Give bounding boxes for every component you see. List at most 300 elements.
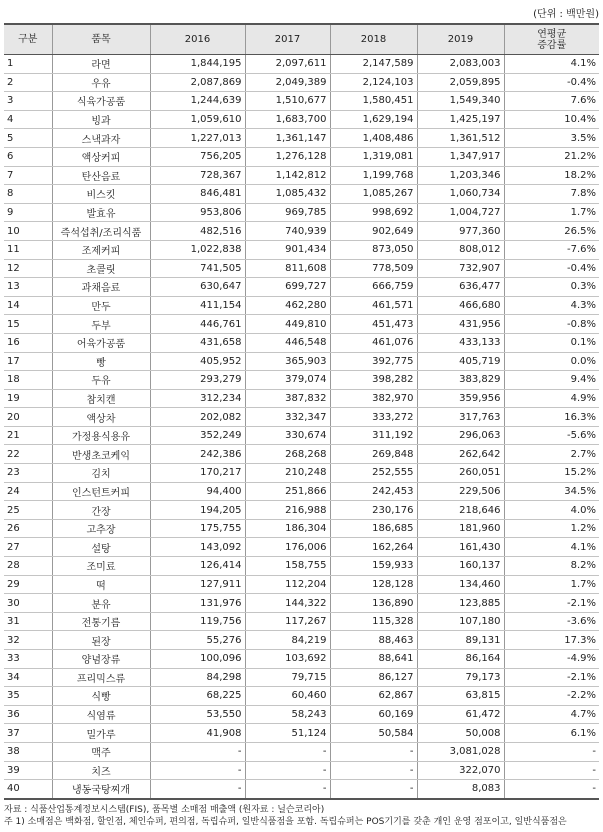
- cell-2016: 953,806: [150, 203, 245, 222]
- table-row: [4, 185, 599, 204]
- cell-growth-rate: 4.7%: [504, 705, 599, 724]
- cell-number: 22: [4, 445, 52, 464]
- cell-growth-rate: 0.0%: [504, 352, 599, 371]
- cell-2018: 115,328: [330, 612, 417, 631]
- source-note: 자료 : 식품산업통계정보시스템(FIS), 품목별 소매점 매출액 (원자료 : 닐슨코리아): [4, 805, 325, 815]
- cell-2017: 740,939: [245, 222, 330, 241]
- cell-growth-rate: -: [504, 780, 599, 799]
- table-row: [4, 426, 599, 445]
- cell-2018: -: [330, 742, 417, 761]
- cell-2018: 162,264: [330, 538, 417, 557]
- table-row: [4, 296, 599, 315]
- header-2019: 2019: [417, 24, 504, 55]
- cell-2017: 1,361,147: [245, 129, 330, 148]
- table-body: [4, 55, 599, 799]
- cell-2016: 446,761: [150, 315, 245, 334]
- cell-2016: 630,647: [150, 278, 245, 297]
- cell-2017: 811,608: [245, 259, 330, 278]
- table-row: [4, 631, 599, 650]
- table-row: [4, 594, 599, 613]
- header-annual-growth: 연평균 증감률: [504, 24, 599, 55]
- cell-growth-rate: 17.3%: [504, 631, 599, 650]
- cell-number: 21: [4, 426, 52, 445]
- cell-2016: 170,217: [150, 464, 245, 483]
- cell-growth-rate: 4.3%: [504, 296, 599, 315]
- cell-2018: 461,076: [330, 333, 417, 352]
- cell-2016: -: [150, 742, 245, 761]
- cell-2019: 383,829: [417, 371, 504, 390]
- cell-2019: 123,885: [417, 594, 504, 613]
- cell-number: 3: [4, 92, 52, 111]
- cell-growth-rate: 0.1%: [504, 333, 599, 352]
- cell-2019: 260,051: [417, 464, 504, 483]
- cell-2017: 251,866: [245, 482, 330, 501]
- cell-item: 인스턴트커피: [52, 482, 150, 501]
- cell-2019: 161,430: [417, 538, 504, 557]
- cell-item: 빙과: [52, 110, 150, 129]
- cell-2017: 1,683,700: [245, 110, 330, 129]
- cell-2017: 2,049,389: [245, 73, 330, 92]
- cell-2017: 1,085,432: [245, 185, 330, 204]
- table-row: [4, 687, 599, 706]
- cell-2016: 242,386: [150, 445, 245, 464]
- cell-2018: 88,463: [330, 631, 417, 650]
- table-row: [4, 780, 599, 799]
- cell-item: 조미료: [52, 557, 150, 576]
- cell-2016: 41,908: [150, 724, 245, 743]
- cell-number: 33: [4, 650, 52, 669]
- cell-number: 30: [4, 594, 52, 613]
- cell-2018: 1,199,768: [330, 166, 417, 185]
- cell-growth-rate: 7.6%: [504, 92, 599, 111]
- cell-2019: 466,680: [417, 296, 504, 315]
- cell-item: 치즈: [52, 761, 150, 780]
- cell-2017: 446,548: [245, 333, 330, 352]
- cell-growth-rate: 26.5%: [504, 222, 599, 241]
- cell-growth-rate: 1.7%: [504, 203, 599, 222]
- table-row: [4, 482, 599, 501]
- cell-number: 19: [4, 389, 52, 408]
- cell-2018: 86,127: [330, 668, 417, 687]
- cell-growth-rate: 8.2%: [504, 557, 599, 576]
- cell-2018: 62,867: [330, 687, 417, 706]
- cell-item: 된장: [52, 631, 150, 650]
- cell-number: 9: [4, 203, 52, 222]
- cell-2018: 88,641: [330, 650, 417, 669]
- cell-2016: 431,658: [150, 333, 245, 352]
- cell-item: 식육가공품: [52, 92, 150, 111]
- cell-2018: 461,571: [330, 296, 417, 315]
- cell-growth-rate: 0.3%: [504, 278, 599, 297]
- cell-2017: 449,810: [245, 315, 330, 334]
- cell-number: 14: [4, 296, 52, 315]
- cell-2017: 1,142,812: [245, 166, 330, 185]
- cell-number: 11: [4, 240, 52, 259]
- cell-2016: 126,414: [150, 557, 245, 576]
- cell-2018: 1,580,451: [330, 92, 417, 111]
- table-row: [4, 129, 599, 148]
- cell-growth-rate: 7.8%: [504, 185, 599, 204]
- cell-growth-rate: -3.6%: [504, 612, 599, 631]
- cell-growth-rate: 15.2%: [504, 464, 599, 483]
- cell-growth-rate: -: [504, 742, 599, 761]
- cell-number: 5: [4, 129, 52, 148]
- cell-item: 식빵: [52, 687, 150, 706]
- cell-2016: 127,911: [150, 575, 245, 594]
- cell-growth-rate: -0.8%: [504, 315, 599, 334]
- cell-2019: 86,164: [417, 650, 504, 669]
- cell-2019: 2,083,003: [417, 55, 504, 74]
- cell-2017: 144,322: [245, 594, 330, 613]
- cell-2018: 311,192: [330, 426, 417, 445]
- cell-item: 간장: [52, 501, 150, 520]
- cell-item: 즉석섭취/조리식품: [52, 222, 150, 241]
- cell-2016: 482,516: [150, 222, 245, 241]
- cell-2017: 60,460: [245, 687, 330, 706]
- cell-number: 15: [4, 315, 52, 334]
- cell-2016: 1,022,838: [150, 240, 245, 259]
- header-item: 품목: [52, 24, 150, 55]
- cell-2019: 405,719: [417, 352, 504, 371]
- cell-growth-rate: -7.6%: [504, 240, 599, 259]
- cell-2016: 53,550: [150, 705, 245, 724]
- cell-number: 38: [4, 742, 52, 761]
- cell-2016: 312,234: [150, 389, 245, 408]
- cell-item: 두유: [52, 371, 150, 390]
- cell-item: 전통기름: [52, 612, 150, 631]
- cell-2018: 230,176: [330, 501, 417, 520]
- cell-2016: -: [150, 780, 245, 799]
- cell-item: 분유: [52, 594, 150, 613]
- table-row: [4, 650, 599, 669]
- cell-2016: 756,205: [150, 147, 245, 166]
- cell-2019: 317,763: [417, 408, 504, 427]
- cell-item: 양념장류: [52, 650, 150, 669]
- cell-2019: 296,063: [417, 426, 504, 445]
- cell-2018: 242,453: [330, 482, 417, 501]
- cell-item: 밀가루: [52, 724, 150, 743]
- cell-2018: 1,408,486: [330, 129, 417, 148]
- cell-item: 프리믹스류: [52, 668, 150, 687]
- cell-2019: 79,173: [417, 668, 504, 687]
- cell-2018: 778,509: [330, 259, 417, 278]
- cell-growth-rate: -0.4%: [504, 259, 599, 278]
- cell-2018: 252,555: [330, 464, 417, 483]
- header-category: 구분: [4, 24, 52, 55]
- table-row: [4, 352, 599, 371]
- cell-number: 28: [4, 557, 52, 576]
- table-row: [4, 389, 599, 408]
- cell-number: 2: [4, 73, 52, 92]
- cell-2019: 63,815: [417, 687, 504, 706]
- cell-item: 스낵과자: [52, 129, 150, 148]
- cell-number: 25: [4, 501, 52, 520]
- cell-growth-rate: 18.2%: [504, 166, 599, 185]
- cell-number: 29: [4, 575, 52, 594]
- cell-item: 참치캔: [52, 389, 150, 408]
- cell-item: 액상커피: [52, 147, 150, 166]
- cell-number: 4: [4, 110, 52, 129]
- cell-number: 31: [4, 612, 52, 631]
- table-row: [4, 445, 599, 464]
- cell-item: 맥주: [52, 742, 150, 761]
- cell-growth-rate: 21.2%: [504, 147, 599, 166]
- cell-2018: 269,848: [330, 445, 417, 464]
- cell-2019: 636,477: [417, 278, 504, 297]
- table-row: [4, 742, 599, 761]
- cell-item: 반생초코케익: [52, 445, 150, 464]
- cell-2017: 969,785: [245, 203, 330, 222]
- cell-2019: 160,137: [417, 557, 504, 576]
- cell-number: 39: [4, 761, 52, 780]
- cell-number: 7: [4, 166, 52, 185]
- cell-growth-rate: 34.5%: [504, 482, 599, 501]
- cell-2017: 2,097,611: [245, 55, 330, 74]
- cell-2017: -: [245, 780, 330, 799]
- cell-growth-rate: -: [504, 761, 599, 780]
- table-row: [4, 371, 599, 390]
- cell-growth-rate: 3.5%: [504, 129, 599, 148]
- cell-2017: 112,204: [245, 575, 330, 594]
- cell-2019: 1,425,197: [417, 110, 504, 129]
- cell-2016: 411,154: [150, 296, 245, 315]
- cell-growth-rate: 2.7%: [504, 445, 599, 464]
- cell-2017: 901,434: [245, 240, 330, 259]
- cell-2017: -: [245, 742, 330, 761]
- cell-2019: 3,081,028: [417, 742, 504, 761]
- cell-2019: 218,646: [417, 501, 504, 520]
- cell-2018: 50,584: [330, 724, 417, 743]
- cell-2016: 143,092: [150, 538, 245, 557]
- table-row: [4, 464, 599, 483]
- cell-2017: 699,727: [245, 278, 330, 297]
- cell-item: 김치: [52, 464, 150, 483]
- cell-2018: 451,473: [330, 315, 417, 334]
- cell-number: 17: [4, 352, 52, 371]
- cell-2019: 50,008: [417, 724, 504, 743]
- cell-2019: 1,004,727: [417, 203, 504, 222]
- cell-2018: -: [330, 780, 417, 799]
- cell-growth-rate: -2.1%: [504, 668, 599, 687]
- cell-2017: 268,268: [245, 445, 330, 464]
- cell-2016: 741,505: [150, 259, 245, 278]
- cell-2018: 1,629,194: [330, 110, 417, 129]
- table-row: [4, 668, 599, 687]
- cell-number: 10: [4, 222, 52, 241]
- cell-growth-rate: -0.4%: [504, 73, 599, 92]
- cell-2016: 55,276: [150, 631, 245, 650]
- cell-2019: 431,956: [417, 315, 504, 334]
- cell-2016: 84,298: [150, 668, 245, 687]
- cell-2016: 1,059,610: [150, 110, 245, 129]
- cell-2017: 186,304: [245, 519, 330, 538]
- cell-item: 우유: [52, 73, 150, 92]
- table-row: [4, 519, 599, 538]
- cell-2018: 186,685: [330, 519, 417, 538]
- table-row: [4, 73, 599, 92]
- cell-2016: 94,400: [150, 482, 245, 501]
- cell-2017: 330,674: [245, 426, 330, 445]
- cell-2016: 175,755: [150, 519, 245, 538]
- cell-2016: 202,082: [150, 408, 245, 427]
- table-row: [4, 501, 599, 520]
- cell-number: 1: [4, 55, 52, 74]
- cell-item: 라면: [52, 55, 150, 74]
- cell-2017: 365,903: [245, 352, 330, 371]
- cell-2017: 387,832: [245, 389, 330, 408]
- cell-growth-rate: 4.1%: [504, 55, 599, 74]
- cell-2018: 1,085,267: [330, 185, 417, 204]
- table-row: [4, 761, 599, 780]
- cell-2019: 181,960: [417, 519, 504, 538]
- cell-growth-rate: -4.9%: [504, 650, 599, 669]
- cell-item: 냉동국탕찌개: [52, 780, 150, 799]
- cell-2019: 107,180: [417, 612, 504, 631]
- cell-2018: 398,282: [330, 371, 417, 390]
- cell-growth-rate: 16.3%: [504, 408, 599, 427]
- cell-item: 비스킷: [52, 185, 150, 204]
- header-2017: 2017: [245, 24, 330, 55]
- cell-growth-rate: 4.1%: [504, 538, 599, 557]
- cell-2019: 1,361,512: [417, 129, 504, 148]
- cell-2019: 8,083: [417, 780, 504, 799]
- cell-item: 조제커피: [52, 240, 150, 259]
- cell-2018: 873,050: [330, 240, 417, 259]
- cell-2019: 808,012: [417, 240, 504, 259]
- cell-2017: 84,219: [245, 631, 330, 650]
- cell-2019: 2,059,895: [417, 73, 504, 92]
- cell-2016: 100,096: [150, 650, 245, 669]
- cell-2016: 194,205: [150, 501, 245, 520]
- cell-2019: 1,549,340: [417, 92, 504, 111]
- cell-2019: 322,070: [417, 761, 504, 780]
- cell-growth-rate: 4.9%: [504, 389, 599, 408]
- cell-2019: 262,642: [417, 445, 504, 464]
- table-row: [4, 333, 599, 352]
- cell-2016: 1,244,639: [150, 92, 245, 111]
- cell-item: 식염류: [52, 705, 150, 724]
- cell-2019: 229,506: [417, 482, 504, 501]
- table-row: [4, 557, 599, 576]
- cell-number: 26: [4, 519, 52, 538]
- cell-2016: 846,481: [150, 185, 245, 204]
- cell-2019: 359,956: [417, 389, 504, 408]
- cell-2017: 462,280: [245, 296, 330, 315]
- table-row: [4, 92, 599, 111]
- cell-item: 초콜릿: [52, 259, 150, 278]
- table-row: [4, 147, 599, 166]
- cell-2019: 1,203,346: [417, 166, 504, 185]
- cell-item: 두부: [52, 315, 150, 334]
- cell-2018: 128,128: [330, 575, 417, 594]
- cell-2017: 210,248: [245, 464, 330, 483]
- cell-item: 만두: [52, 296, 150, 315]
- table-row: [4, 575, 599, 594]
- cell-growth-rate: 1.2%: [504, 519, 599, 538]
- cell-number: 37: [4, 724, 52, 743]
- table-row: [4, 612, 599, 631]
- cell-growth-rate: 9.4%: [504, 371, 599, 390]
- cell-2017: 117,267: [245, 612, 330, 631]
- header-2016: 2016: [150, 24, 245, 55]
- table-row: [4, 278, 599, 297]
- cell-number: 27: [4, 538, 52, 557]
- cell-number: 35: [4, 687, 52, 706]
- cell-2018: 2,147,589: [330, 55, 417, 74]
- cell-2016: 119,756: [150, 612, 245, 631]
- cell-2016: 728,367: [150, 166, 245, 185]
- cell-2017: 216,988: [245, 501, 330, 520]
- footnotes: [4, 804, 602, 828]
- header-2018: 2018: [330, 24, 417, 55]
- cell-item: 과채음료: [52, 278, 150, 297]
- table-row: [4, 110, 599, 129]
- cell-2016: 1,844,195: [150, 55, 245, 74]
- cell-number: 8: [4, 185, 52, 204]
- cell-item: 설탕: [52, 538, 150, 557]
- cell-2019: 1,060,734: [417, 185, 504, 204]
- cell-item: 탄산음료: [52, 166, 150, 185]
- cell-item: 가정용식용유: [52, 426, 150, 445]
- cell-2016: 2,087,869: [150, 73, 245, 92]
- table-row: [4, 55, 599, 74]
- cell-2019: 89,131: [417, 631, 504, 650]
- cell-number: 6: [4, 147, 52, 166]
- cell-2016: 1,227,013: [150, 129, 245, 148]
- cell-number: 40: [4, 780, 52, 799]
- cell-item: 발효유: [52, 203, 150, 222]
- unit-label: (단위 : 백만원): [533, 9, 599, 20]
- table-row: [4, 166, 599, 185]
- cell-number: 12: [4, 259, 52, 278]
- cell-2018: 666,759: [330, 278, 417, 297]
- cell-2017: 176,006: [245, 538, 330, 557]
- cell-number: 36: [4, 705, 52, 724]
- cell-2016: 293,279: [150, 371, 245, 390]
- footnote-1: 주 1) 소매점은 백화점, 할인점, 체인슈퍼, 편의점, 독립슈퍼, 일반식품점을 포함. 독립슈퍼는 POS기기를 갖춘 개인 운영 점포이고, 일반식품점은: [4, 817, 567, 827]
- cell-2018: 998,692: [330, 203, 417, 222]
- table-row: [4, 222, 599, 241]
- cell-2019: 977,360: [417, 222, 504, 241]
- table-row: [4, 408, 599, 427]
- header-row: [4, 24, 599, 55]
- cell-2017: 1,276,128: [245, 147, 330, 166]
- cell-growth-rate: 4.0%: [504, 501, 599, 520]
- cell-2016: 405,952: [150, 352, 245, 371]
- table-row: [4, 538, 599, 557]
- cell-2018: 902,649: [330, 222, 417, 241]
- cell-number: 32: [4, 631, 52, 650]
- cell-2019: 134,460: [417, 575, 504, 594]
- cell-number: 24: [4, 482, 52, 501]
- cell-2018: 1,319,081: [330, 147, 417, 166]
- cell-2018: 136,890: [330, 594, 417, 613]
- table-row: [4, 724, 599, 743]
- cell-2016: -: [150, 761, 245, 780]
- cell-item: 떡: [52, 575, 150, 594]
- cell-growth-rate: -5.6%: [504, 426, 599, 445]
- cell-item: 고추장: [52, 519, 150, 538]
- cell-number: 20: [4, 408, 52, 427]
- cell-2017: 332,347: [245, 408, 330, 427]
- cell-2018: -: [330, 761, 417, 780]
- cell-item: 액상차: [52, 408, 150, 427]
- table-row: [4, 259, 599, 278]
- cell-2017: 79,715: [245, 668, 330, 687]
- sales-table: [4, 23, 599, 800]
- cell-2018: 333,272: [330, 408, 417, 427]
- table-row: [4, 203, 599, 222]
